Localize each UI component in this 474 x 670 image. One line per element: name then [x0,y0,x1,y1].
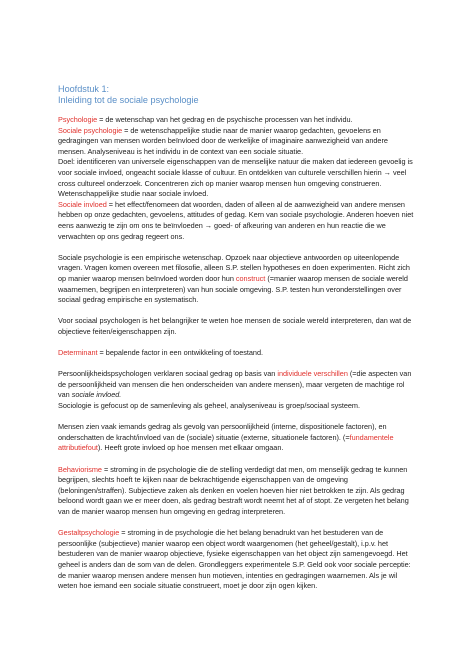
text-segment: (=manier waarop mensen de sociale wereld waarnemen, begrijpen en interpreteren) van hun sociale omgeving. S.P. testen hun veronderstellingen over sociaal gedrag empirische en systematisch. [58,273,408,305]
term-sociale-invloed: Sociale invloed [58,199,107,209]
italic-sociale-invloed: sociale invloed. [71,390,122,400]
chapter-heading [58,84,416,106]
text-segment: (=die aspecten van de persoonlijkheid van mensen die hen onderscheiden van andere mensen), maar vergeten de machtige rol van [58,369,412,400]
paragraph-gestaltpsychologie [58,528,416,592]
definition-sociale-invloed: = het effect/fenomeen dat woorden, daden of alleen al de aanwezigheid van andere mensen hebben op onze gedachten, gevoelens, attitudes of gedag. Kern van sociale psychologie. Anderen hoeven niet eens aanwezig te zijn om ons te beïnvloeden → goed- of afkeuring van anderen en hun reactie die we verwachten op ons gedrag regeert ons. [58,199,414,241]
definition-psychologie: = de wetenschap van het gedrag en de psychische processen van het individu. [97,115,353,124]
definition-determinant: = bepalende factor in een ontwikkeling of toestand. [97,348,264,358]
paragraph-definitions [58,115,416,242]
text-segment: ). Heeft grote invloed op hoe mensen met elkaar omgaan. [97,443,284,453]
term-determinant: Determinant [58,348,98,358]
term-behaviorisme: Behaviorisme [58,464,102,474]
text-segment: Mensen zien vaak iemands gedrag als gevolg van persoonlijkheid (interne, dispositionele factoren), en onderschatten de kracht/invloed van de (sociale) situatie (externe, situationele factoren). (= [58,422,387,442]
term-sociale-psychologie: Sociale psychologie [58,125,123,135]
definition-sociale-psychologie: = de wetenschappelijke studie naar de manier waarop gedachten, gevoelens en gedragingen van mensen worden beïnvloed door de werkelijke of imaginaire aanwezigheid van andere mensen. Analyseniveau is het individu in de context van een sociale situatie. [58,125,388,156]
text-segment: Sociale psychologie is een empirische wetenschap. Opzoek naar objectieve antwoorden op uiteenlopende vragen. Vragen komen overeen met filosofie, alleen S.P. stellen hypotheses en doen experimenten. Richt zich op manier waarop mensen beïnvloed worden door hun [58,252,410,283]
paragraph-attribution [58,422,416,454]
paragraph-behaviorisme [58,465,416,518]
doel-text: Doel: identificeren van universele eigenschappen van de menselijke natuur die maken dat iedereen gevoelig is voor sociale invloed, ongeacht sociale klasse of cultuur. En ontdekken van culturele verschillen hierin → veel cross cultureel onderzoek. Concentreren zich op manier waarop mensen hun omgeving construeren. Wetenschappelijke studie naar sociale invloed. [58,157,413,199]
definition-gestaltpsychologie: = stroming in de psychologie die het belang benadrukt van het bestuderen van de persoonlijke (subjectieve) manier waarop een object wordt waargenomen (het geheel/gestalt), i.p.v. het bestuderen van de manier waarop objectieve, fysieke eigenschappen van het object zijn samengevoegd. Het geheel is anders dan de som van de delen. Grondleggers experimentele S.P. Geld ook voor sociale perceptie: de manier waarop mensen andere mensen hun motieven, intenties en gedragingen waarnemen. Als je wil weten hoe iemand een sociale situatie construeert, moet je door zijn ogen kijken. [58,528,411,591]
paragraph-empirical [58,253,416,306]
term-psychologie: Psychologie [58,115,98,124]
term-gestaltpsychologie: Gestaltpsychologie [58,528,120,538]
paragraph-determinant [58,348,416,359]
text-segment: Persoonlijkheidspsychologen verklaren sociaal gedrag op basis van [58,369,278,379]
term-fundamentele-attributiefout: fundamentele attributiefout [58,432,394,453]
paragraph-interpretation: Voor sociaal psychologen is het belangrijker te weten hoe mensen de sociale wereld interpreteren, dan wat de objectieve feiten/eigenschappen zijn. [58,316,412,336]
definition-behaviorisme: = stroming in de psychologie die de stelling verdedigt dat men, om menselijk gedrag te kunnen begrijpen, slechts hoeft te kijken naar de bekrachtigende eigenschappen van de omgeving (beloningen/straffen). Subjectieve zaken als denken en voelen hoeven hier niet betrokken te zijn. Als gedrag beloond wordt gaan we er meer doen, als gedrag bestraft wordt neemt het af of stopt. Ze vergeten het belang van de manier waarop mensen hun omgeving en gedrag interpreteren. [58,464,409,516]
term-individuele-verschillen: individuele verschillen [277,369,348,379]
chapter-number: Hoofdstuk 1: [58,84,110,94]
chapter-title: Inleiding tot de sociale psychologie [58,95,199,105]
sociologie-text: Sociologie is gefocust op de samenleving als geheel, analyseniveau is groep/sociaal systeem. [58,401,360,411]
term-construct: construct [235,273,266,283]
paragraph-personality [58,369,416,411]
